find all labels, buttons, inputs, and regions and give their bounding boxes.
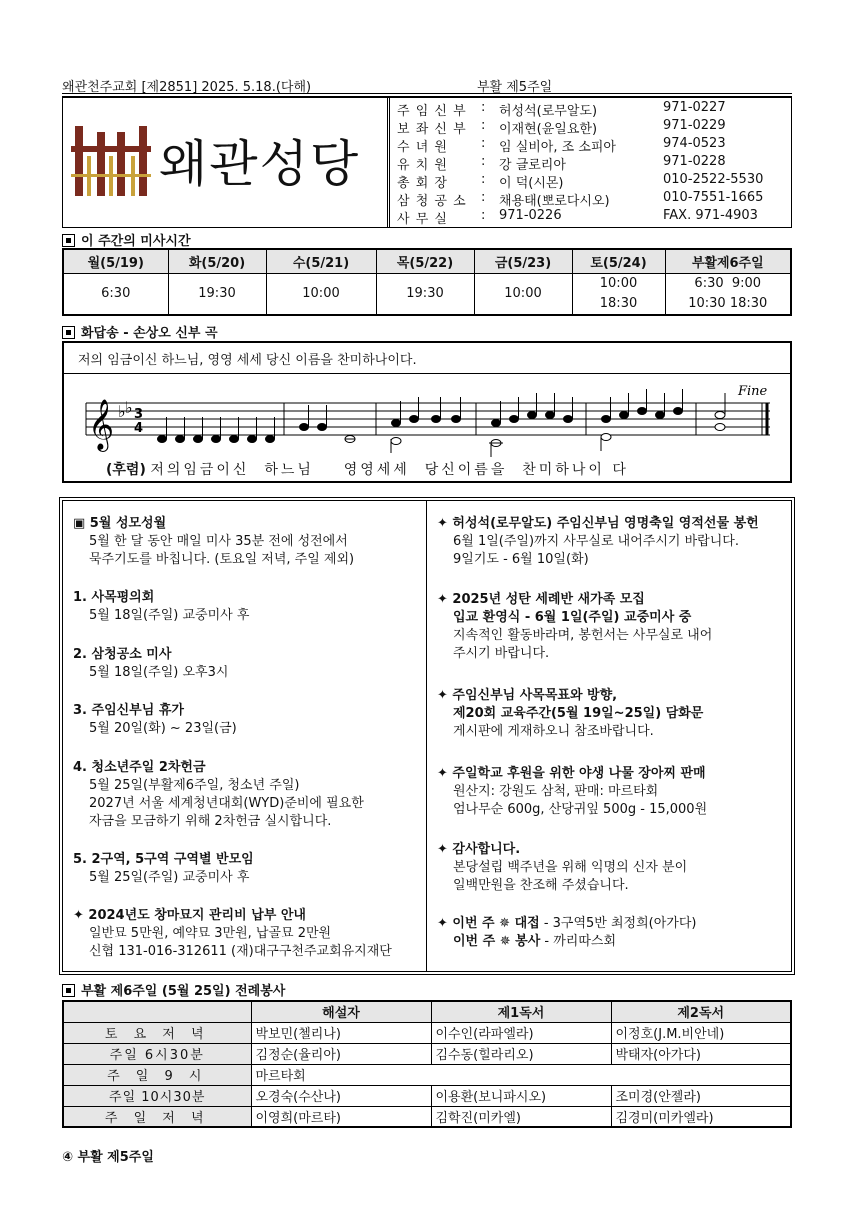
psalm-caption: 저의 임금이신 하느님, 영영 세세 당신 이름을 찬미하나이다. <box>78 353 417 368</box>
divider <box>64 373 790 374</box>
section-marker-icon <box>62 234 75 247</box>
psalm-lyrics <box>106 459 629 479</box>
day-header: 화(5/20) <box>168 249 266 273</box>
column-header <box>63 1001 251 1022</box>
liturgical-day: 부활 제5주일 <box>477 80 553 95</box>
table-cell: 이용환(보니파시오) <box>431 1085 611 1106</box>
table-row <box>63 1064 791 1085</box>
mass-time: 19:30 <box>168 273 266 315</box>
contact-list <box>397 100 791 226</box>
page-footer: ④ 부활 제5주일 <box>62 1150 154 1165</box>
table-header-row <box>63 1001 791 1022</box>
contact-row: 총 회 장 : 이 덕(시몬) 010-2522-5530 <box>397 172 764 191</box>
table-cell: 이영희(마르타) <box>251 1106 431 1127</box>
day-header: 수(5/21) <box>266 249 376 273</box>
table-row <box>63 1106 791 1127</box>
table-cell: 마르타회 <box>251 1064 791 1085</box>
table-cell: 이정호(J.M.비안네) <box>611 1022 791 1043</box>
row-label: 주일 6시30분 <box>63 1043 251 1064</box>
mass-time-row <box>63 273 791 315</box>
fine-marking: Fine <box>738 384 768 399</box>
contact-row: 사 무 실 : 971-0226 FAX. 971-4903 <box>397 208 758 227</box>
mass-time: 6:30 <box>63 273 168 315</box>
bulletin-issue: 왜관천주교회 [제2851] 2025. 5.18.(다해) <box>62 80 312 95</box>
notice-item: ✦ 허성석(로무알도) 주임신부님 영명축일 영적선물 봉헌 6월 1일(주일)까지 사무실로 내어주시기 바랍니다. 9일기도 - 6월 10일(화) <box>437 516 759 567</box>
table-cell: 오경숙(수산나) <box>251 1085 431 1106</box>
notice-item: ✦ 주임신부님 사목목표와 방향, 제20회 교육주간(5월 19일~25일) 담화문 게시판에 게재하오니 참조바랍니다. <box>437 688 704 739</box>
contact-row: 수 녀 원 : 임 실비아, 조 소피아 974-0523 <box>397 136 726 155</box>
table-cell: 김경미(미카엘라) <box>611 1106 791 1127</box>
column-header: 제2독서 <box>611 1001 791 1022</box>
music-staff <box>80 381 776 461</box>
mass-time: 10:00 <box>266 273 376 315</box>
row-label: 토 요 저 녁 <box>63 1022 251 1043</box>
section-marker-icon <box>62 326 75 339</box>
day-header: 목(5/22) <box>376 249 474 273</box>
table-cell: 박보민(첼리나) <box>251 1022 431 1043</box>
table-cell: 김정순(율리아) <box>251 1043 431 1064</box>
table-cell: 김수동(힐라리오) <box>431 1043 611 1064</box>
day-header: 월(5/19) <box>63 249 168 273</box>
notice-item: ✦ 감사합니다. 본당설립 백주년을 위해 익명의 신자 분이 일백만원을 찬조해 주셨습니다. <box>437 842 688 893</box>
table-cell: 박태자(아가다) <box>611 1043 791 1064</box>
table-cell: 조미경(안젤라) <box>611 1085 791 1106</box>
mass-time: 19:30 <box>376 273 474 315</box>
flat-icon: ♭ <box>118 402 126 421</box>
contact-row: 보 좌 신 부 : 이재현(윤일요한) 971-0229 <box>397 118 726 137</box>
liturgy-service-table <box>62 1000 792 1128</box>
mass-section-title: 이 주간의 미사시간 <box>62 230 191 249</box>
table-row <box>63 1043 791 1064</box>
mass-time: 10:00 18:30 <box>572 273 665 315</box>
mass-schedule-table <box>62 248 792 316</box>
time-sig-bottom: 4 <box>134 421 144 436</box>
masthead <box>62 96 792 228</box>
logo-cell <box>63 98 390 228</box>
psalm-music-box <box>62 341 792 483</box>
notice-item: 3. 주임신부님 휴가 5월 20일(화) ~ 23일(금) <box>73 703 237 736</box>
notice-item: ✦ 2025년 성탄 세례반 새가족 모집 입교 환영식 - 6월 1일(주일) 교중미사 중 지속적인 활동바라며, 봉헌서는 사무실로 내어 주시기 바랍니다. <box>437 592 713 661</box>
notice-item: 5. 2구역, 5구역 구역별 반모임 5월 25일(주일) 교중미사 후 <box>73 852 254 885</box>
notice-item: 2. 삼청공소 미사 5월 18일(주일) 오후3시 <box>73 647 229 680</box>
treble-clef-icon: 𝄞 <box>88 399 115 450</box>
psalm-section-title: 화답송 - 손상오 신부 곡 <box>62 322 218 341</box>
notices-box <box>62 500 792 972</box>
contact-row: 주 임 신 부 : 허성석(로무알도) 971-0227 <box>397 100 726 119</box>
day-header: 금(5/23) <box>474 249 572 273</box>
column-header: 해설자 <box>251 1001 431 1022</box>
row-label: 주 일 저 녁 <box>63 1106 251 1127</box>
flat-icon: ♭ <box>125 398 133 417</box>
refrain-label: (후렴) <box>106 462 146 478</box>
section-marker-icon <box>62 984 75 997</box>
mass-day-row <box>63 249 791 273</box>
notice-item: ✦ 2024년도 창마묘지 관리비 납부 안내 일반묘 5만원, 예약묘 3만원, 납골묘 2만원 신협 131-016-312611 (재)대구구천주교회유지재단 <box>73 908 392 959</box>
notice-item: ✦ 이번 주 ✵ 대접 - 3구역5반 최정희(아가다) 이번 주 ✵ 봉사 - 까리따스회 <box>437 916 697 949</box>
service-section-title: 부활 제6주일 (5월 25일) 전례봉사 <box>62 980 285 999</box>
contact-row: 유 치 원 : 강 글로리아 971-0228 <box>397 154 726 173</box>
column-header: 제1독서 <box>431 1001 611 1022</box>
contact-row: 삼 청 공 소 : 채용태(뽀로다시오) 010-7551-1665 <box>397 190 764 209</box>
notice-item: 4. 청소년주일 2차헌금 5월 25일(부활제6주일, 청소년 주일) 2027년 서울 세계청년대회(WYD)준비에 필요한 자금을 모금하기 위해 2차헌금 실시합니다. <box>73 760 364 829</box>
lyrics-text: 저의임금이신 하느님 영영세세 당신이름을 찬미하나이 다 <box>150 462 629 478</box>
mass-time: 10:00 <box>474 273 572 315</box>
notice-item: 1. 사목평의회 5월 18일(주일) 교중미사 후 <box>73 590 250 623</box>
table-row <box>63 1022 791 1043</box>
church-logo-icon <box>71 126 151 196</box>
table-cell: 이수인(라파엘라) <box>431 1022 611 1043</box>
logo-wordmark: 왜관성당 <box>159 135 361 193</box>
table-cell: 김학진(미카엘) <box>431 1106 611 1127</box>
day-header: 토(5/24) <box>572 249 665 273</box>
bulletin-header <box>62 76 792 94</box>
day-header: 부활제6주일 <box>665 249 791 273</box>
table-row <box>63 1085 791 1106</box>
row-label: 주일 10시30분 <box>63 1085 251 1106</box>
notice-item: ✦ 주일학교 후원을 위한 야생 나물 장아찌 판매 원산지: 강원도 삼척, 판매: 마르타회 엄나무순 600g, 산당귀잎 500g - 15,000원 <box>437 766 708 817</box>
divider <box>426 501 427 971</box>
row-label: 주 일 9 시 <box>63 1064 251 1085</box>
time-sig-top: 3 <box>134 407 144 422</box>
notice-item: ▣ 5월 성모성월 5월 한 달 동안 매일 미사 35분 전에 성전에서 묵주기도를 바칩니다. (토요일 저녁, 주일 제외) <box>73 516 355 567</box>
mass-time: 6:30 9:00 10:30 18:30 <box>665 273 791 315</box>
